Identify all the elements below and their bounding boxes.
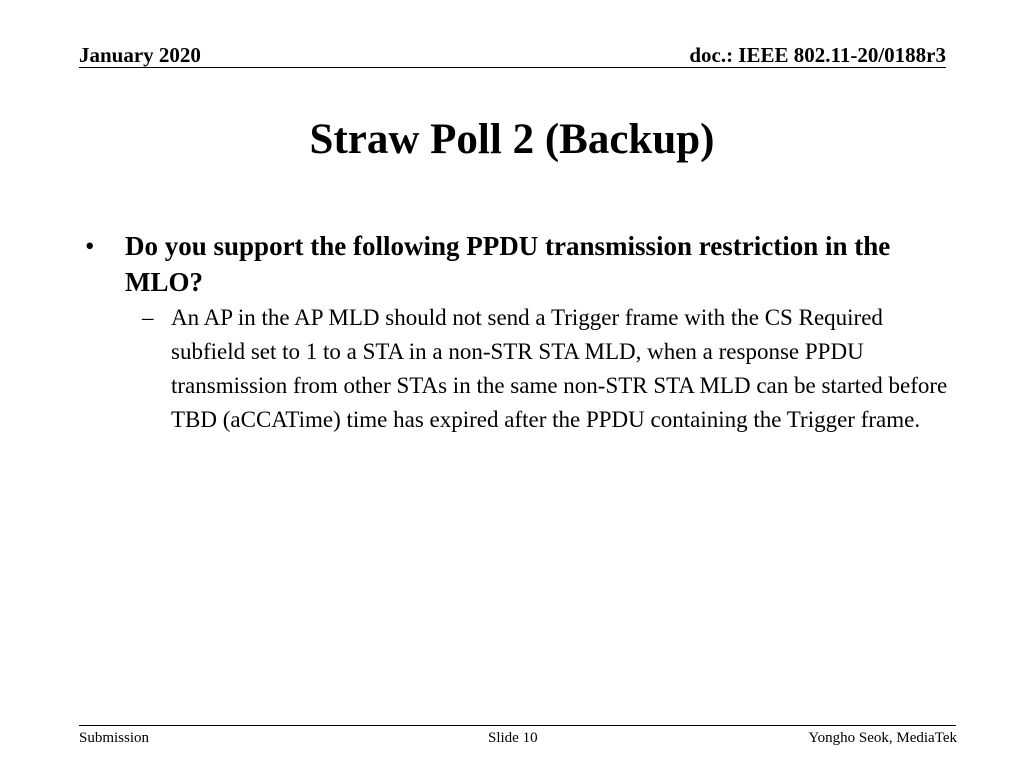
slide-body [85,228,948,437]
bullet-marker: • [85,231,95,261]
footer-divider [79,725,956,726]
header-date: January 2020 [79,43,201,67]
footer-author: Yongho Seok, MediaTek [808,730,957,746]
header-divider [79,67,946,68]
footer-slide-number: Slide 10 [488,730,538,746]
slide-title: Straw Poll 2 (Backup) [309,116,715,163]
footer-submission: Submission [79,730,150,746]
sub-bullet-item [85,301,948,437]
bullet-text: Do you support the following PPDU transmission restriction in the MLO? [125,231,891,297]
sub-bullet-marker: – [142,305,154,330]
header-doc-id: doc.: IEEE 802.11-20/0188r3 [689,43,946,67]
bullet-item [85,228,945,300]
sub-bullet-text: An AP in the AP MLD should not send a Trigger frame with the CS Required subfield set to 1 to a STA in a non-STR STA MLD, when a response PPDU transmission from other STAs in the same non-STR STA MLD can be started before TBD (aCCATime) time has expired after the PPDU containing the Trigger frame. [171,305,948,432]
